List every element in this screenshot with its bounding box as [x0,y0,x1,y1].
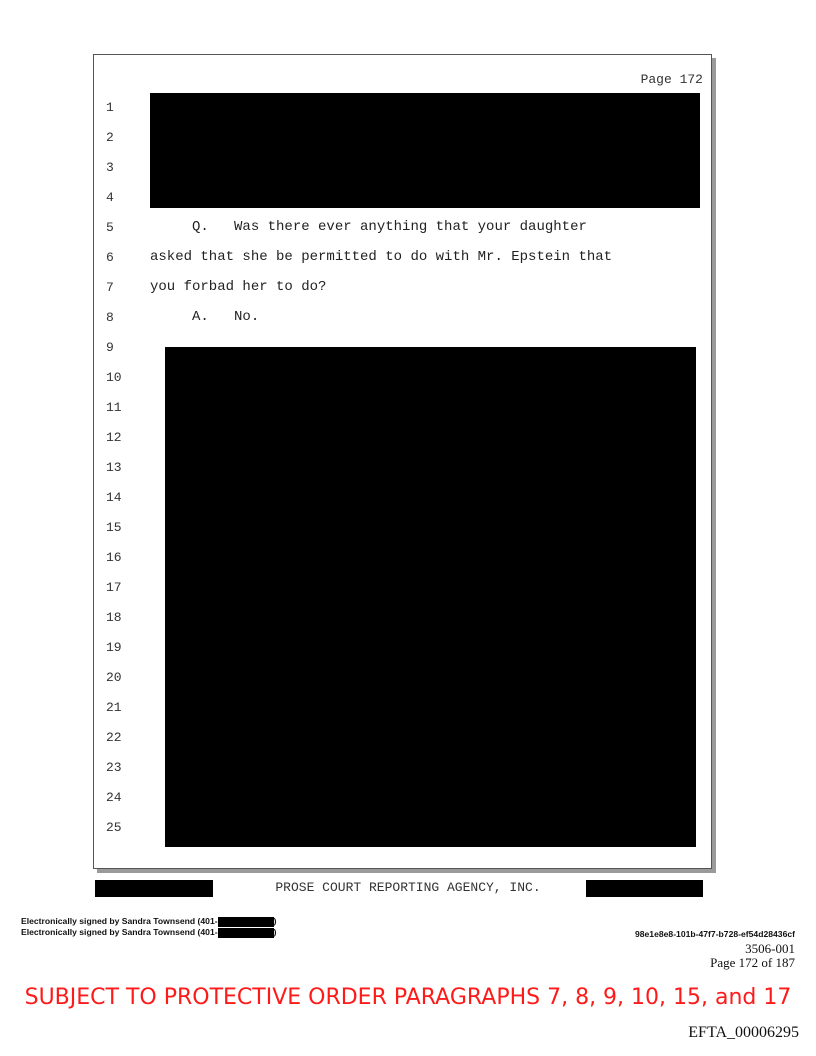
line-number: 14 [106,490,122,505]
signature-close: ) [273,916,277,926]
e-signature-line-1 [21,916,276,927]
line-number: 10 [106,370,122,385]
line-number: 3 [106,160,114,175]
signature-text: Electronically signed by Sandra Townsend (401- [21,916,218,926]
line-number: 8 [106,310,114,325]
page-count: Page 172 of 187 [710,955,795,970]
bates-number: EFTA_00006295 [688,1024,799,1041]
line-number: 5 [106,220,114,235]
redaction-box-lines-9-25 [165,347,696,847]
protective-order-notice: SUBJECT TO PROTECTIVE ORDER PARAGRAPHS 7, 8, 9, 10, 15, and 17 [24,985,792,1010]
line-number: 7 [106,280,114,295]
redaction-box-lines-1-4 [150,93,700,208]
line-number: 4 [106,190,114,205]
footer-redaction-right [586,880,703,897]
document-number: 3506-001 [745,941,795,956]
e-signature-line-2 [21,927,276,938]
line-number: 1 [106,100,114,115]
transcript-line-7: you forbad her to do? [150,279,327,295]
line-number: 20 [106,670,122,685]
line-number: 18 [106,610,122,625]
phone-redaction [218,917,274,927]
line-number: 12 [106,430,122,445]
line-number: 19 [106,640,122,655]
line-number: 6 [106,250,114,265]
line-number: 24 [106,790,122,805]
line-number: 15 [106,520,122,535]
phone-redaction [218,928,274,938]
line-number: 16 [106,550,122,565]
signature-hash: 98e1e8e8-101b-47f7-b728-ef54d28436cf [634,929,795,939]
signature-close: ) [273,927,277,937]
line-number: 25 [106,820,122,835]
page-number-label: Page 172 [640,72,703,87]
line-number: 11 [106,400,122,415]
line-number: 21 [106,700,122,715]
transcript-line-6: asked that she be permitted to do with Mr. Epstein that [150,249,613,265]
line-number: 23 [106,760,122,775]
reporting-agency: PROSE COURT REPORTING AGENCY, INC. [275,880,541,895]
transcript-line-8: A. No. [150,309,260,325]
line-number: 9 [106,340,114,355]
transcript-page [93,54,712,869]
transcript-line-5: Q. Was there ever anything that your daughter [150,219,587,235]
line-number: 22 [106,730,122,745]
line-number: 2 [106,130,114,145]
line-number: 17 [106,580,122,595]
signature-text: Electronically signed by Sandra Townsend (401- [21,927,218,937]
line-number: 13 [106,460,122,475]
